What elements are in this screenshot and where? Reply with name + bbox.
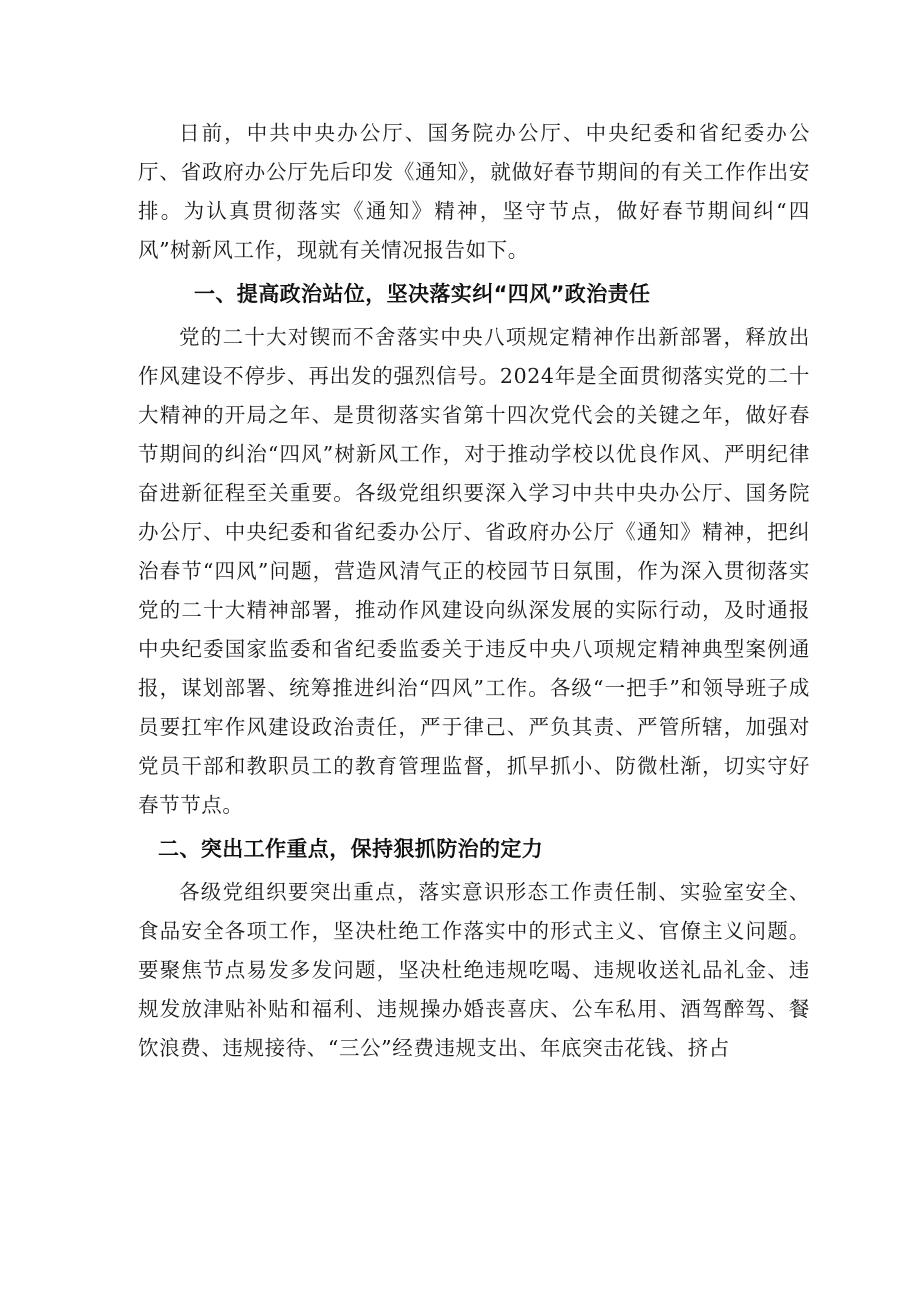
- document-body: [138, 114, 810, 1068]
- intro-paragraph: 日前，中共中央办公厅、国务院办公厅、中央纪委和省纪委办公厅、省政府办公厅先后印发《通知》，就做好春节期间的有关工作作出安排。为认真贯彻落实《通知》精神，坚守节点，做好春节期间纠“四风”树新风工作，现就有关情况报告如下。: [138, 121, 810, 262]
- section-2-paragraph: 各级党组织要突出重点，落实意识形态工作责任制、实验室安全、食品安全各项工作，坚决杜绝工作落实中的形式主义、官僚主义问题。要聚焦节点易发多发问题，坚决杜绝违规吃喝、违规收送礼品礼金、违规发放津贴补贴和福利、违规操办婚丧喜庆、公车私用、酒驾醉驾、餐饮浪费、违规接待、“三公”经费违规支出、年底突击花钱、挤占: [138, 880, 810, 1060]
- section-1-paragraph: 党的二十大对锲而不舍落实中央八项规定精神作出新部署，释放出作风建设不停步、再出发的强烈信号。2024年是全面贯彻落实党的二十大精神的开局之年、是贯彻落实省第十四次党代会的关键之年，做好春节期间的纠治“四风”树新风工作，对于推动学校以优良作风、严明纪律奋进新征程至关重要。各级党组织要深入学习中共中央办公厅、国务院办公厅、中央纪委和省纪委办公厅、省政府办公厅《通知》精神，把纠治春节“四风”问题，营造风清气正的校园节日氛围，作为深入贯彻落实党的二十大精神部署，推动作风建设向纵深发展的实际行动，及时通报中央纪委国家监委和省纪委监委关于违反中央八项规定精神典型案例通报，谋划部署、统筹推进纠治“四风”工作。各级“一把手”和领导班子成员要扛牢作风建设政治责任，严于律己、严负其责、严管所辖，加强对党员干部和教职员工的教育管理监督，抓早抓小、防微杜渐，切实守好春节节点。: [138, 325, 810, 817]
- section-heading-2: 二、突出工作重点，保持狠抓防治的定力: [158, 837, 544, 861]
- section-heading-1: 一、提高政治站位，坚决落实纠“四风”政治责任: [194, 282, 651, 306]
